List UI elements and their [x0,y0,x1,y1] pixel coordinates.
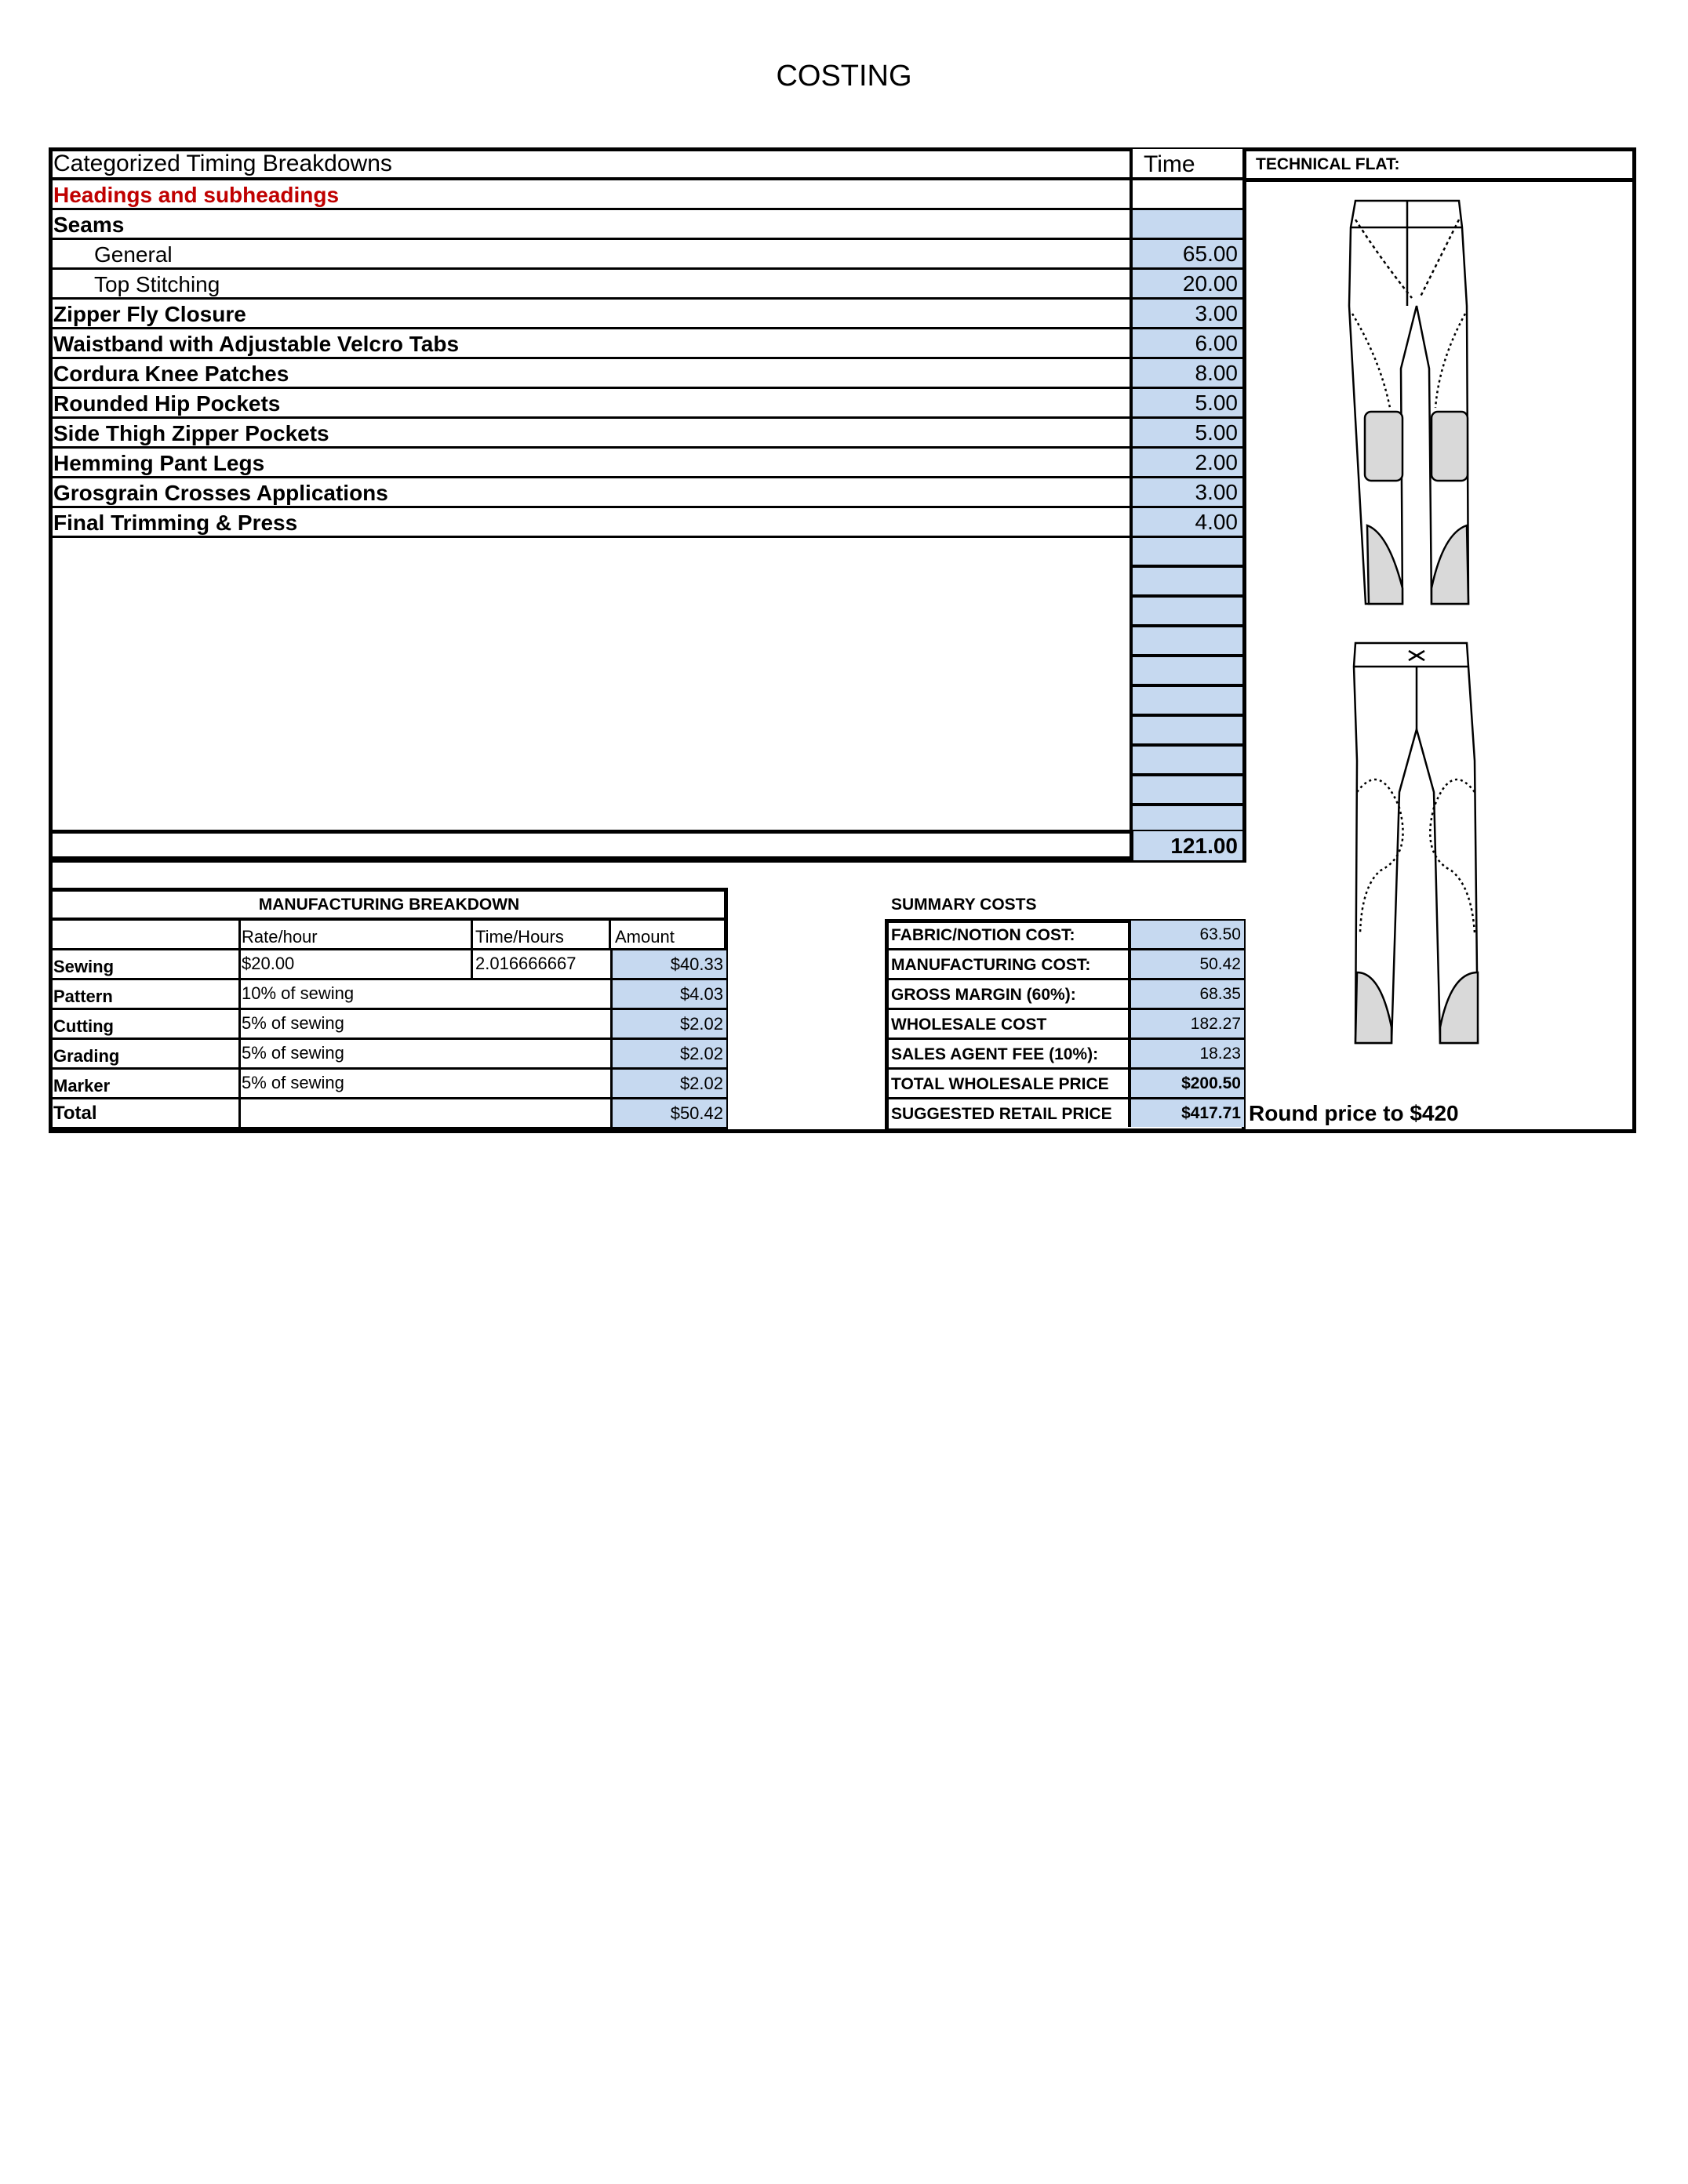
mf-col-divider [471,921,473,950]
summary-row-label: SUGGESTED RETAIL PRICE [891,1105,1112,1123]
manufacturing-total-row [49,1099,726,1129]
pants-front-view [1349,201,1468,604]
manufacturing-row [49,980,726,1010]
timing-row [49,508,1242,538]
timing-row [49,359,1242,389]
timing-row-label: Grosgrain Crosses Applications [53,481,388,505]
summary-row-value: 18.23 [1128,1040,1244,1067]
manufacturing-row-rate: 5% of sewing [242,1073,344,1092]
timing-row-label: Zipper Fly Closure [53,302,246,326]
manufacturing-total-label: Total [53,1103,97,1124]
timing-row [49,240,1242,270]
manufacturing-row-amount: $4.03 [610,980,726,1008]
timing-row [49,478,1242,508]
timing-row-value: 5.00 [1130,419,1242,446]
summary-row [886,1010,1244,1040]
subheading-row [49,180,1242,210]
manufacturing-row-rate: 10% of sewing [242,983,355,1003]
manufacturing-row [49,1010,726,1040]
manufacturing-row-time: 2.016666667 [475,954,577,973]
summary-row-value: $417.71 [1128,1099,1244,1127]
manufacturing-row-label: Pattern [53,987,113,1006]
manufacturing-row-amount: $2.02 [610,1040,726,1067]
sheet-bottom-border [49,1129,1636,1133]
timing-row [49,419,1242,449]
timing-row-label: Top Stitching [94,272,220,296]
timing-row-label: Waistband with Adjustable Velcro Tabs [53,332,460,356]
summary-row [886,980,1244,1010]
timing-row-value: 4.00 [1130,508,1242,536]
timing-row-value: 8.00 [1130,359,1242,387]
summary-row-label: MANUFACTURING COST: [891,956,1091,974]
summary-row-value: 50.42 [1128,950,1244,978]
timing-row [49,449,1242,478]
summary-row-label: SALES AGENT FEE (10%): [891,1045,1099,1063]
summary-row-label: FABRIC/NOTION COST: [891,926,1075,944]
technical-flat-frame-right [1632,179,1636,1132]
timing-row-value: 65.00 [1130,240,1242,267]
technical-flat-drawing [1333,196,1537,1059]
manufacturing-title: MANUFACTURING BREAKDOWN [258,896,520,914]
mf-col-divider [238,921,241,1129]
round-price-note: Round price to $420 [1249,1101,1459,1125]
timing-header: Categorized Timing Breakdowns [53,151,392,176]
timing-row [49,210,1242,240]
summary-row-value: 182.27 [1128,1010,1244,1037]
manufacturing-row [49,1070,726,1099]
manufacturing-row-label: Marker [53,1076,111,1096]
manufacturing-total-amount: $50.42 [610,1099,726,1127]
summary-row-value: $200.50 [1128,1070,1244,1097]
mf-col-divider [471,950,473,980]
manufacturing-header-row [49,921,726,950]
summary-title: SUMMARY COSTS [891,896,1037,914]
summary-row-label: WHOLESALE COST [891,1016,1047,1034]
timing-row [49,270,1242,300]
timing-row-value: 20.00 [1130,270,1242,297]
timing-row [49,300,1242,329]
summary-row-value: 68.35 [1128,980,1244,1008]
summary-row [886,1070,1244,1099]
timing-total-row [49,830,1246,863]
manufacturing-row-label: Cutting [53,1016,114,1036]
timing-row-value: 3.00 [1130,300,1242,327]
pants-back-view [1354,643,1478,1043]
col-header-time: Time/Hours [475,927,564,947]
timing-row-value: 5.00 [1130,389,1242,416]
mf-col-divider [609,921,611,950]
timing-row-value: 2.00 [1130,449,1242,476]
timing-row-value: 6.00 [1130,329,1242,357]
timing-row-label: Cordura Knee Patches [53,362,289,386]
timing-total-value: 121.00 [1130,831,1242,860]
timing-row-value [1130,210,1242,238]
timing-row-label: Seams [53,213,125,237]
subheading-label: Headings and subheadings [53,183,340,207]
manufacturing-row-label: Sewing [53,957,115,976]
manufacturing-row-amount: $2.02 [610,1070,726,1097]
timing-row-label: Rounded Hip Pockets [53,391,281,416]
manufacturing-row-rate: 5% of sewing [242,1013,344,1033]
timing-row-label: Final Trimming & Press [53,511,298,535]
timing-row-label: General [94,242,173,267]
manufacturing-row-rate: 5% of sewing [242,1043,344,1063]
col-header-rate: Rate/hour [242,927,318,947]
manufacturing-row [49,1040,726,1070]
summary-row [886,1099,1244,1129]
empty-time-column [1130,538,1242,830]
timing-row [49,329,1242,359]
timing-header-row [49,149,1242,180]
manufacturing-row-amount: $40.33 [610,950,726,978]
col-header-amount: Amount [615,927,675,947]
page-title: COSTING [776,60,912,93]
manufacturing-row [49,950,726,980]
summary-row-label: GROSS MARGIN (60%): [891,986,1076,1004]
summary-row-label: TOTAL WHOLESALE PRICE [891,1075,1109,1093]
summary-row-value: 63.50 [1128,921,1244,948]
technical-flat-label: TECHNICAL FLAT: [1256,155,1400,173]
timing-row-value: 3.00 [1130,478,1242,506]
time-header [1130,149,1242,177]
summary-row [886,921,1244,950]
subheading-time-cell [1130,180,1242,208]
timing-row-label: Hemming Pant Legs [53,451,265,475]
manufacturing-row-amount: $2.02 [610,1010,726,1037]
summary-row [886,950,1244,980]
manufacturing-row-rate: $20.00 [242,954,295,973]
timing-row-label: Side Thigh Zipper Pockets [53,421,329,445]
summary-row [886,1040,1244,1070]
time-header-label: Time [1144,151,1195,177]
technical-flat-header [1242,147,1636,182]
timing-row [49,389,1242,419]
manufacturing-row-label: Grading [53,1046,120,1066]
